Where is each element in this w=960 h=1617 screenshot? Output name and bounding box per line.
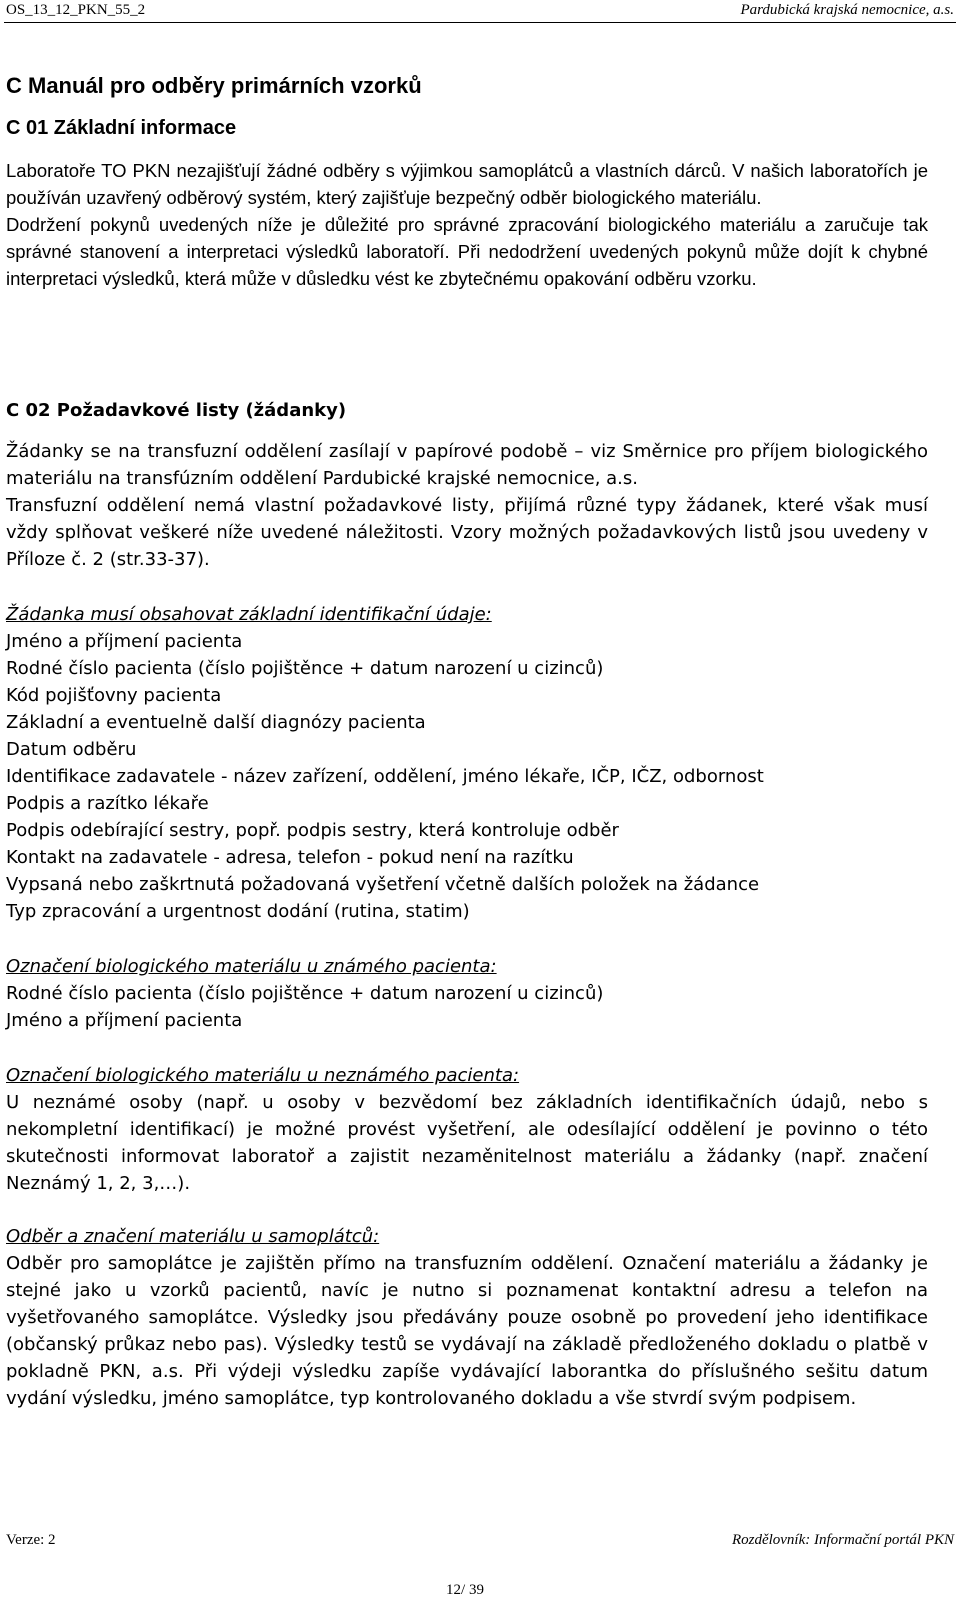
- list-item: Rodné číslo pacienta (číslo pojištěnce + datum narození u cizinců): [6, 658, 604, 679]
- list-item: Vypsaná nebo zaškrtnutá požadovaná vyšetření včetně dalších položek na žádance: [6, 874, 760, 895]
- unknown-patient-text: U neznámé osoby (např. u osoby v bezvědomí bez základních identifikačních údajů, nebo s nekompletní identifikací) je možné provést vyšetření, ale odesílající oddělení je povinno o této skutečnosti informovat laboratoř a zajistit nezaměnitelnost materiálu a žádanky (např. značení Neznámý 1, 2, 3,…).: [6, 1092, 928, 1194]
- list-item: Podpis odebírající sestry, popř. podpis sestry, která kontroluje odběr: [6, 820, 619, 841]
- section-basic-info-body: [6, 157, 928, 292]
- footer-page-number: 12/ 39: [446, 1582, 484, 1598]
- list-item: Kontakt na zadavatele - adresa, telefon - pokud není na razítku: [6, 847, 574, 868]
- known-patient-heading: Označení biologického materiálu u známého pacienta:: [6, 956, 497, 977]
- list-item: Identifikace zadavatele - název zařízení, oddělení, jméno lékaře, IČP, IČZ, odbornost: [6, 766, 764, 787]
- list-item: Základní a eventuelně další diagnózy pacienta: [6, 712, 426, 733]
- required-data-heading: Žádanka musí obsahovat základní identifikační údaje:: [6, 604, 492, 625]
- footer-distribution: Rozdělovník: Informační portál PKN: [731, 1532, 954, 1548]
- header-doc-code: OS_13_12_PKN_55_2: [6, 2, 146, 18]
- list-item: Jméno a příjmení pacienta: [6, 631, 243, 652]
- self-payer-block: [6, 1223, 928, 1412]
- known-patient-block: [6, 953, 928, 1034]
- header-organization: Pardubická krajská nemocnice, a.s.: [740, 2, 954, 18]
- list-item: Rodné číslo pacienta (číslo pojištěnce + datum narození u cizinců): [6, 983, 604, 1004]
- footer-version: Verze: 2: [6, 1532, 56, 1548]
- list-item: Jméno a příjmení pacienta: [6, 1010, 243, 1031]
- unknown-patient-block: [6, 1062, 928, 1197]
- list-item: Kód pojišťovny pacienta: [6, 685, 222, 706]
- list-item: Typ zpracování a urgentnost dodání (rutina, statim): [6, 901, 470, 922]
- section-heading-basic-info: C 01 Základní informace: [6, 117, 237, 139]
- page-title: C Manuál pro odběry primárních vzorků: [6, 73, 422, 98]
- self-payer-text: Odběr pro samoplátce je zajištěn přímo na transfuzním oddělení. Označení materiálu a žádanky je stejné jako u vzorků pacientů, navíc je nutno si poznamenat kontaktní adresu a telefon na vyšetřovaného samoplátce. Výsledky jsou předávány pouze osobně po provedení jeho identifikace (občanský průkaz nebo pas). Výsledky testů se vydávají na základě předloženého dokladu o platbě v pokladně PKN, a.s. Při výdeji výsledku zapíše vydávající laborantka do příslušného sešitu datum vydání výsledku, jméno samoplátce, typ kontrolovaného dokladu a vše stvrdí svým podpisem.: [6, 1253, 928, 1409]
- required-data-block: [6, 601, 928, 925]
- list-item: Datum odběru: [6, 739, 137, 760]
- header-divider: [4, 22, 956, 23]
- known-patient-list: [6, 980, 928, 1034]
- basic-info-paragraph-1: Laboratoře TO PKN nezajišťují žádné odběry s výjimkou samoplátců a vlastních dárců. V našich laboratořích je používán uzavřený odběrový systém, který zajišťuje bezpečný odběr biologického materiálu.: [6, 160, 928, 208]
- request-forms-intro: [6, 438, 928, 573]
- request-forms-paragraph-1: Žádanky se na transfuzní oddělení zasílají v papírové podobě – viz Směrnice pro příjem biologického materiálu na transfúzním oddělení Pardubické krajské nemocnice, a.s.: [6, 441, 928, 489]
- unknown-patient-heading: Označení biologického materiálu u neznámého pacienta:: [6, 1065, 520, 1086]
- basic-info-paragraph-2: Dodržení pokynů uvedených níže je důležité pro správné zpracování biologického materiálu a zaručuje tak správné stanovení a interpretaci výsledků laboratoří. Při nedodržení uvedených pokynů může dojít k chybné interpretaci výsledků, která může v důsledku vést ke zbytečnému opakování odběru vzorku.: [6, 214, 928, 289]
- self-payer-heading: Odběr a značení materiálu u samoplátců:: [6, 1226, 380, 1247]
- list-item: Podpis a razítko lékaře: [6, 793, 209, 814]
- required-data-list: [6, 628, 928, 925]
- request-forms-paragraph-2: Transfuzní oddělení nemá vlastní požadavkové listy, přijímá různé typy žádanek, které však musí vždy splňovat veškeré níže uvedené náležitosti. Vzory možných požadavkových listů jsou uvedeny v Příloze č. 2 (str.33-37).: [6, 495, 928, 570]
- section-heading-request-forms: C 02 Požadavkové listy (žádanky): [6, 400, 347, 421]
